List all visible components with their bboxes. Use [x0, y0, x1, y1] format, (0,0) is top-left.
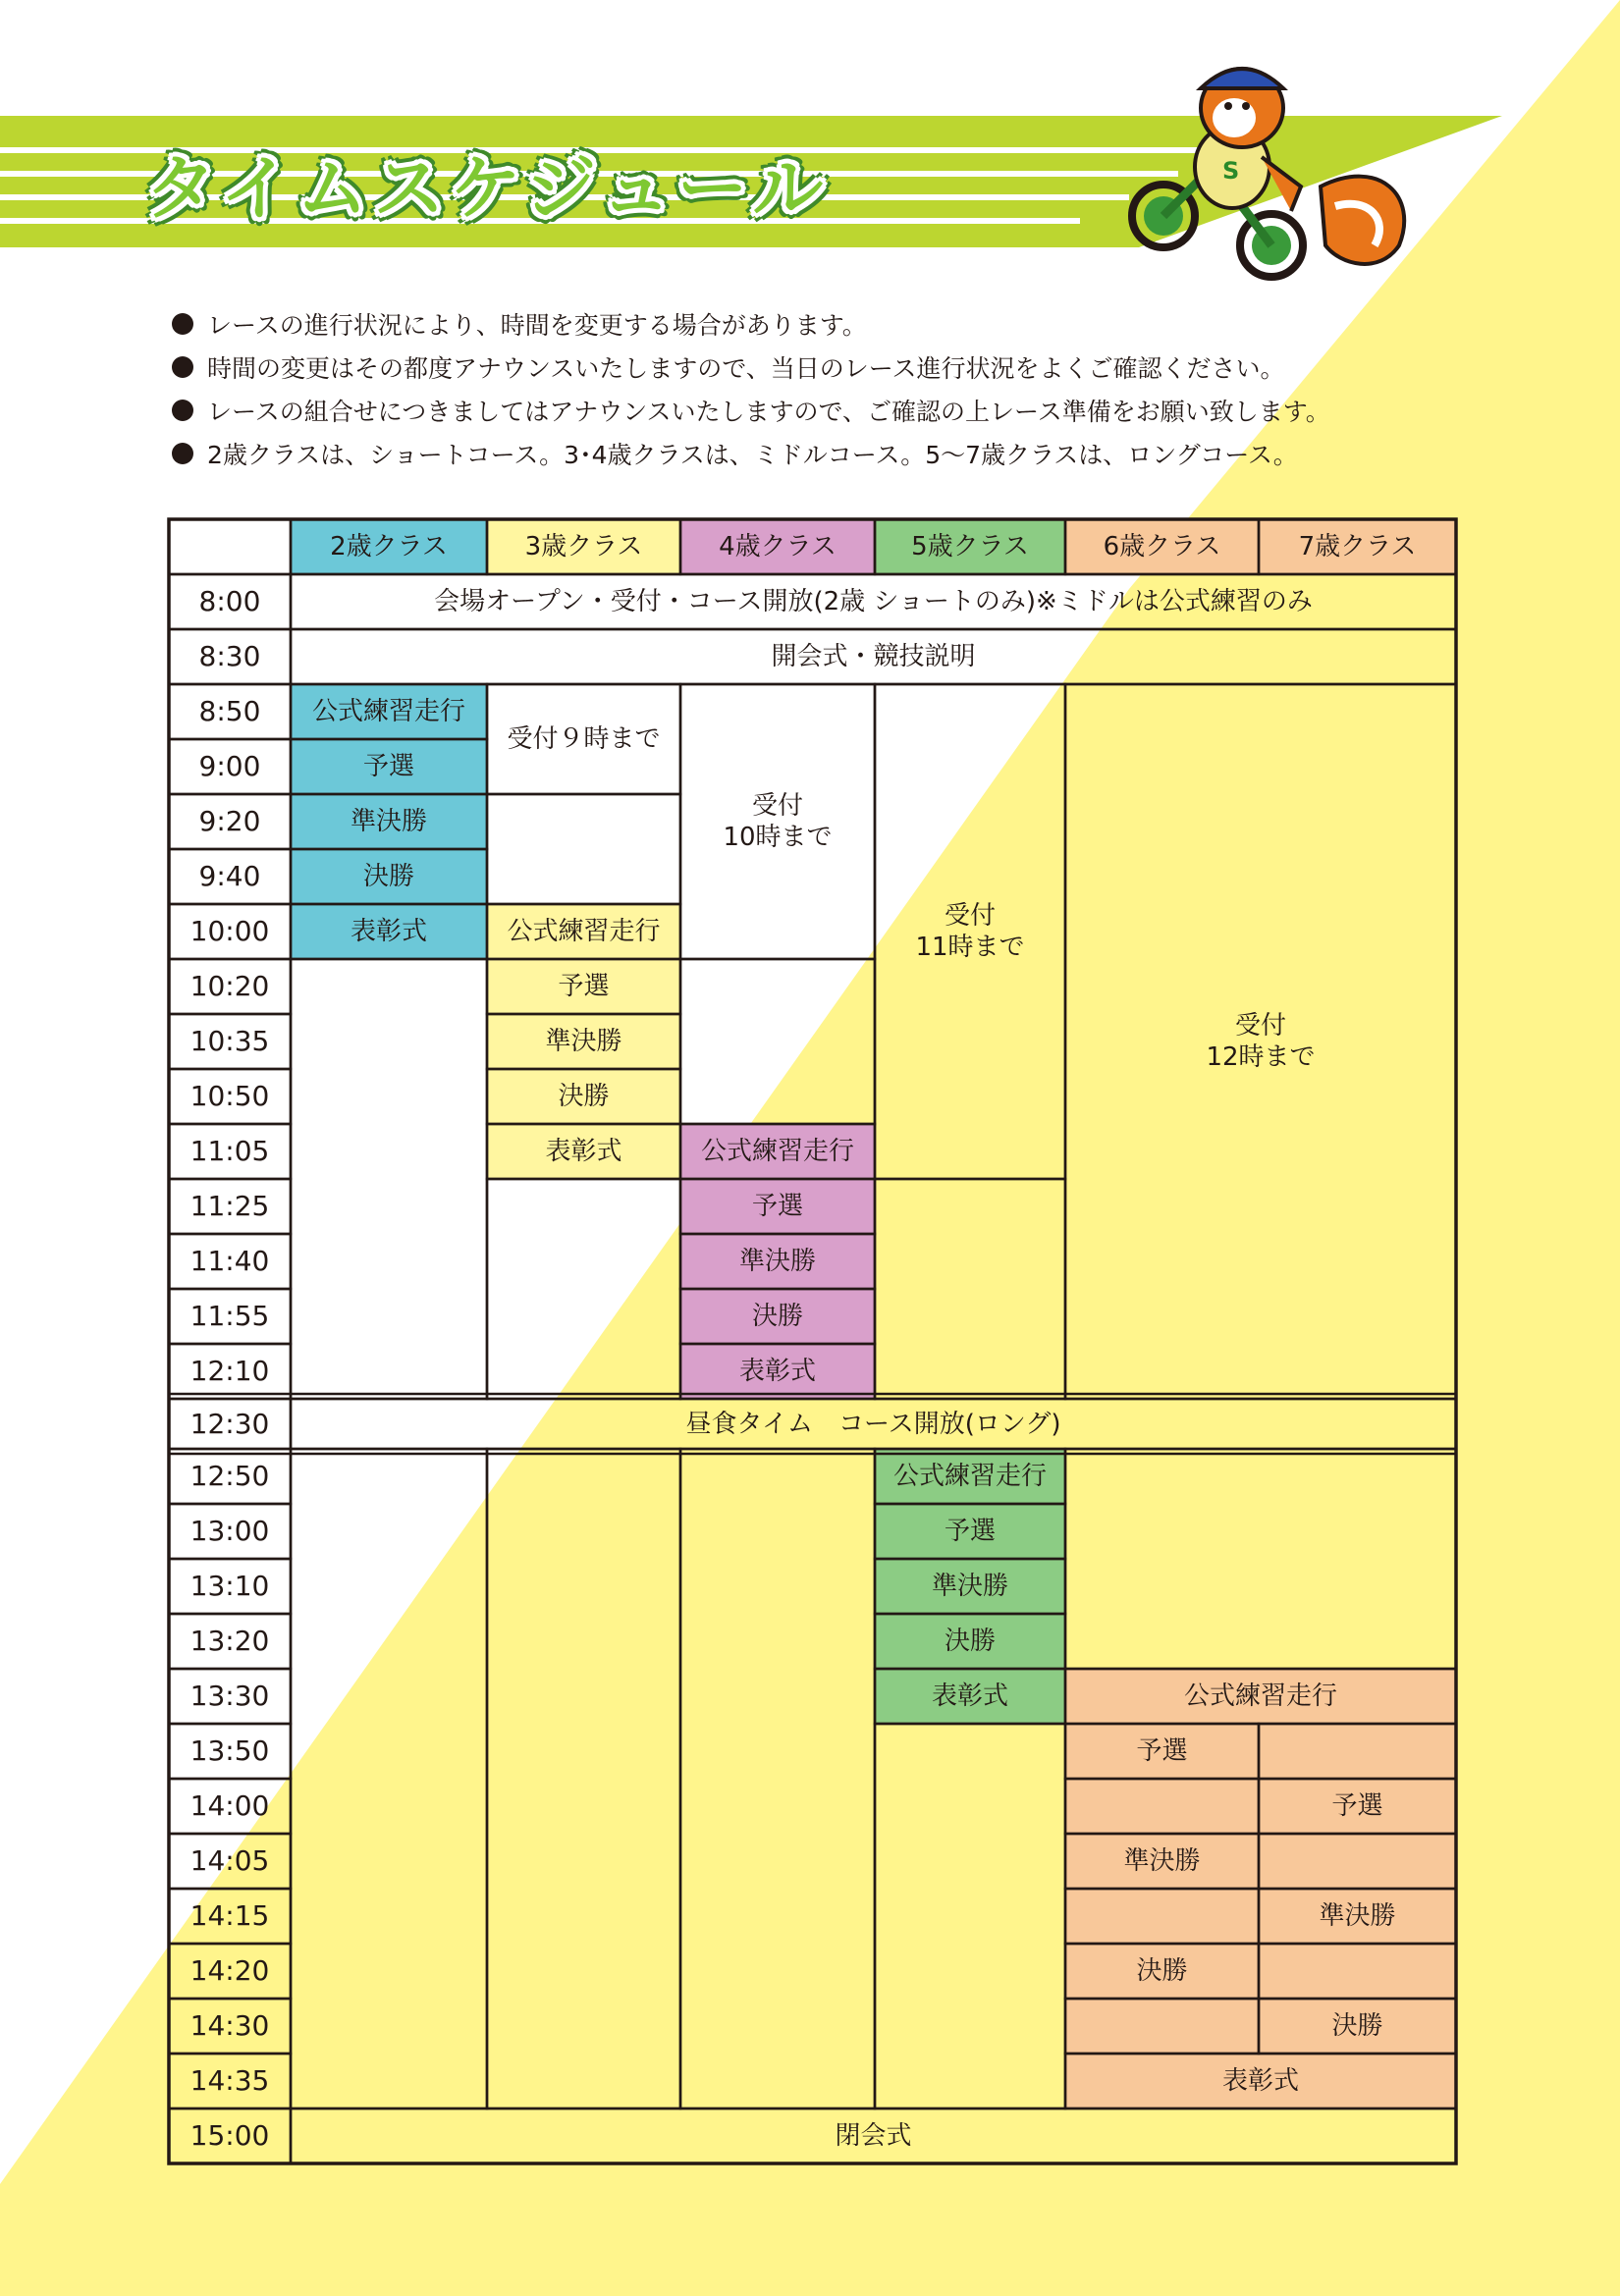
- header-corner: [169, 519, 291, 574]
- class7-final: 決勝: [1259, 1999, 1456, 2054]
- header-class-2: 2歳クラス: [291, 519, 487, 574]
- empty-cell: [291, 1449, 487, 2109]
- time-cell: 10:50: [189, 1080, 270, 1112]
- notes-list: [172, 302, 1448, 475]
- class3-semifinal: 準決勝: [487, 1014, 680, 1069]
- class67-award: 表彰式: [1065, 2054, 1456, 2109]
- class6-empty: [1065, 1889, 1259, 1944]
- class4-semifinal: 準決勝: [680, 1234, 875, 1289]
- time-cell: 11:55: [189, 1300, 270, 1332]
- empty-cell: [680, 1449, 875, 2109]
- note-item: レースの進行状況により、時間を変更する場合があります。: [172, 302, 1448, 346]
- class3-reception: 受付９時まで: [507, 724, 661, 754]
- time-cell: 14:30: [189, 2009, 270, 2042]
- time-cell: 13:30: [189, 1680, 270, 1712]
- time-cell: 11:05: [189, 1135, 270, 1167]
- time-cell: 9:40: [198, 860, 261, 892]
- time-cell: 13:00: [189, 1515, 270, 1547]
- class2-award: 表彰式: [291, 904, 487, 959]
- time-cell: 11:40: [189, 1245, 270, 1277]
- squirrel-mascot-icon: [1124, 49, 1419, 294]
- empty-cell: [875, 1724, 1065, 2109]
- event-closing-ceremony: 閉会式: [835, 2121, 912, 2151]
- class6-final: 決勝: [1065, 1944, 1259, 1999]
- class7-empty: [1259, 1834, 1456, 1889]
- time-cell: 10:20: [189, 970, 270, 1002]
- header-class-6: 6歳クラス: [1065, 519, 1259, 574]
- class2-practice: 公式練習走行: [291, 684, 487, 739]
- header-class-4: 4歳クラス: [680, 519, 875, 574]
- class4-award: 表彰式: [680, 1344, 875, 1399]
- class4-qualifier: 予選: [680, 1179, 875, 1234]
- bullet-icon: [172, 313, 193, 335]
- page-title: タイムスケジュール: [145, 147, 830, 230]
- time-cell: 14:35: [189, 2064, 270, 2097]
- class7-empty: [1259, 1944, 1456, 1999]
- bullet-icon: [172, 400, 193, 421]
- time-cell: 14:15: [189, 1899, 270, 1932]
- class2-qualifier: 予選: [291, 739, 487, 794]
- class3-practice: 公式練習走行: [487, 904, 680, 959]
- class7-empty: [1259, 1724, 1456, 1779]
- class5-semifinal: 準決勝: [875, 1559, 1065, 1614]
- class5-reception: 受付 11時まで: [915, 901, 1025, 962]
- class67-reception: 受付 12時まで: [1206, 1011, 1316, 1072]
- class4-practice: 公式練習走行: [680, 1124, 875, 1179]
- class4-reception: 受付 10時まで: [723, 791, 833, 852]
- class3-qualifier: 予選: [487, 959, 680, 1014]
- empty-cell: [487, 1449, 680, 2109]
- note-item: 2歳クラスは、ショートコース。3･4歳クラスは、ミドルコース。5〜7歳クラスは、ロングコース。: [172, 432, 1448, 475]
- time-cell: 14:20: [189, 1954, 270, 1987]
- time-cell: 8:00: [198, 585, 261, 617]
- empty-cell: [680, 959, 875, 1124]
- time-cell: 12:50: [189, 1460, 270, 1492]
- time-cell: 13:20: [189, 1625, 270, 1657]
- event-open: 会場オープン・受付・コース開放(2歳 ショートのみ)※ミドルは公式練習のみ: [434, 587, 1313, 616]
- event-lunch: 昼食タイム コース開放(ロング): [685, 1409, 1061, 1439]
- time-cell: 9:20: [198, 805, 261, 837]
- header-class-7: 7歳クラス: [1259, 519, 1456, 574]
- time-cell: 12:30: [189, 1407, 270, 1440]
- class2-semifinal: 準決勝: [291, 794, 487, 849]
- class6-semifinal: 準決勝: [1065, 1834, 1259, 1889]
- empty-cell: [875, 1179, 1065, 1399]
- empty-cell: [487, 794, 680, 904]
- empty-cell: [487, 1179, 680, 1399]
- header-class-3: 3歳クラス: [487, 519, 680, 574]
- event-opening-ceremony: 開会式・競技説明: [771, 642, 976, 671]
- time-cell: 8:30: [198, 640, 261, 672]
- class6-qualifier: 予選: [1065, 1724, 1259, 1779]
- class6-empty: [1065, 1999, 1259, 2054]
- bullet-icon: [172, 356, 193, 378]
- class7-qualifier: 予選: [1259, 1779, 1456, 1834]
- time-cell: 12:10: [189, 1355, 270, 1387]
- class5-practice: 公式練習走行: [875, 1449, 1065, 1504]
- time-cell: 9:00: [198, 750, 261, 782]
- empty-cell: [291, 959, 487, 1399]
- class3-final: 決勝: [487, 1069, 680, 1124]
- time-cell: 13:50: [189, 1735, 270, 1767]
- bullet-icon: [172, 443, 193, 464]
- time-cell: 10:00: [189, 915, 270, 947]
- class6-empty: [1065, 1779, 1259, 1834]
- time-cell: 8:50: [198, 695, 261, 727]
- class67-practice: 公式練習走行: [1065, 1669, 1456, 1724]
- class7-semifinal: 準決勝: [1259, 1889, 1456, 1944]
- time-cell: 10:35: [189, 1025, 270, 1057]
- note-item: レースの組合せにつきましてはアナウンスいたしますので、ご確認の上レース準備をお願い致します。: [172, 389, 1448, 432]
- time-cell: 14:05: [189, 1844, 270, 1877]
- class5-award: 表彰式: [875, 1669, 1065, 1724]
- header-class-5: 5歳クラス: [875, 519, 1065, 574]
- class4-final: 決勝: [680, 1289, 875, 1344]
- class3-award: 表彰式: [487, 1124, 680, 1179]
- time-cell: 11:25: [189, 1190, 270, 1222]
- time-cell: 13:10: [189, 1570, 270, 1602]
- empty-cell: [1065, 1449, 1456, 1669]
- class5-final: 決勝: [875, 1614, 1065, 1669]
- time-cell: 14:00: [189, 1789, 270, 1822]
- time-cell: 15:00: [189, 2119, 270, 2152]
- svg-text:S: S: [1222, 157, 1240, 185]
- note-item: 時間の変更はその都度アナウンスいたしますので、当日のレース進行状況をよくご確認ください。: [172, 346, 1448, 389]
- class5-qualifier: 予選: [875, 1504, 1065, 1559]
- class2-final: 決勝: [291, 849, 487, 904]
